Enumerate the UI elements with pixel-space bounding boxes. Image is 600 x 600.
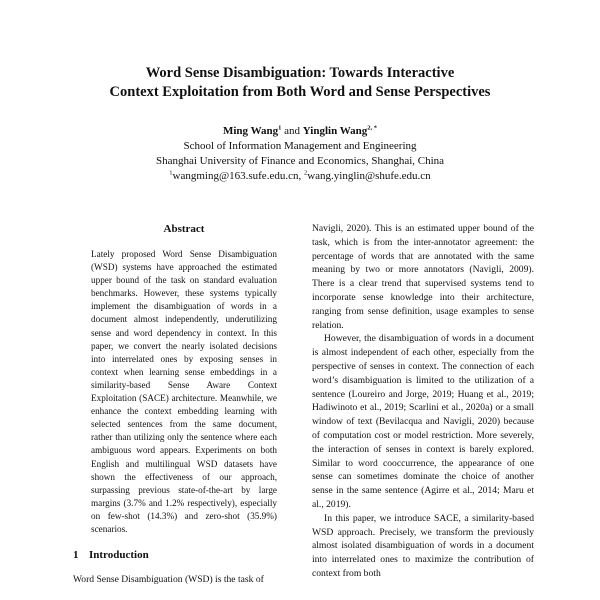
right-column [312, 222, 534, 581]
author-emails [0, 169, 600, 184]
abstract-heading: Abstract [163, 223, 205, 235]
title-line-2: Context Exploitation from Both Word and Sense Perspectives [109, 84, 491, 100]
email-2-sup: 2 [303, 169, 308, 177]
author-2-sup: 2, * [367, 124, 378, 132]
body-paragraph-3: In this paper, we introduce SACE, a similarity-based WSD approach. Precisely, we transform the previously almost isolated disambiguation of words in a document into interrelated ones to maximize the contribution of context from both [312, 512, 534, 579]
email-1: wangming@163.sufe.edu.cn, [172, 170, 304, 182]
abstract-text: Lately proposed Word Sense Disambiguation (WSD) systems have approached the estimated upper bound of the task on standard evaluation benchmarks. However, these systems typically implement the disambiguation of words in a document almost independently, underutilizing sense and word dependency in context. In this paper, we convert the nearly isolated decisions into interrelated ones by exposing senses in context when learning sense embeddings in a similarity-based Sense Aware Context Exploitation (SACE) architecture. Meanwhile, we enhance the context embedding learning with selected sentences from the same document, rather than utilizing only the sentence where each ambiguous word appears. Experiments on both English and multilingual WSD datasets have shown the effectiveness of our approach, surpassing previous state-of-the-art by large margins (3.7% and 1.2% respectively), especially on few-shot (14.3%) and zero-shot (35.9%) scenarios. [91, 249, 277, 534]
author-1-sup: 1 [278, 124, 282, 132]
body-paragraph-1: Navigli, 2020). This is an estimated upper bound of the task, which is from the inter-annotator agreement: the percentage of words that are annotated with the same meaning by two or more annotators (Navigli, 2009). There is a clear trend that supervised systems tend to incorporate sense knowledge into their architecture, ranging from sense definition, usage examples to sense relation. [312, 223, 534, 331]
affiliation-2: Shanghai University of Finance and Economics, Shanghai, China [155, 155, 445, 167]
author-2: Yinglin Wang [302, 125, 368, 137]
section-title: Introduction [89, 549, 149, 562]
body-paragraph-2: However, the disambiguation of words in a document is almost independent of each other, especially from the perspective of senses in context. The connection of each word’s disambiguation is limited to the utilization of a sentence (Loureiro and Jorge, 2019; Huang et al., 2019; Hadiwinoto et al., 2019; Scarlini et al., 2020a) or a small window of text (Bevilacqua and Navigli, 2020) because of computation cost or model restriction. More severely, the interaction of senses in context is barely explored. Similar to word cooccurrence, the appearance of one sense can sometimes dominate the choice of another sense in the same sentence (Agirre et al., 2014; Maru et al., 2019). [312, 333, 534, 510]
author-names [0, 124, 600, 139]
paper-title [0, 64, 600, 102]
section-number: 1 [73, 549, 79, 562]
author-block [0, 124, 600, 184]
author-and: and [281, 125, 303, 137]
left-column [73, 222, 295, 587]
email-1-sup: 1 [169, 169, 173, 177]
title-line-1: Word Sense Disambiguation: Towards Interactive [145, 65, 455, 81]
introduction-heading [73, 548, 295, 563]
author-1: Ming Wang [222, 125, 279, 137]
affiliation-1: School of Information Management and Engineering [183, 140, 417, 152]
introduction-first-line: Word Sense Disambiguation (WSD) is the task of [73, 574, 264, 586]
email-2: wang.yinglin@shufe.edu.cn [307, 170, 431, 182]
